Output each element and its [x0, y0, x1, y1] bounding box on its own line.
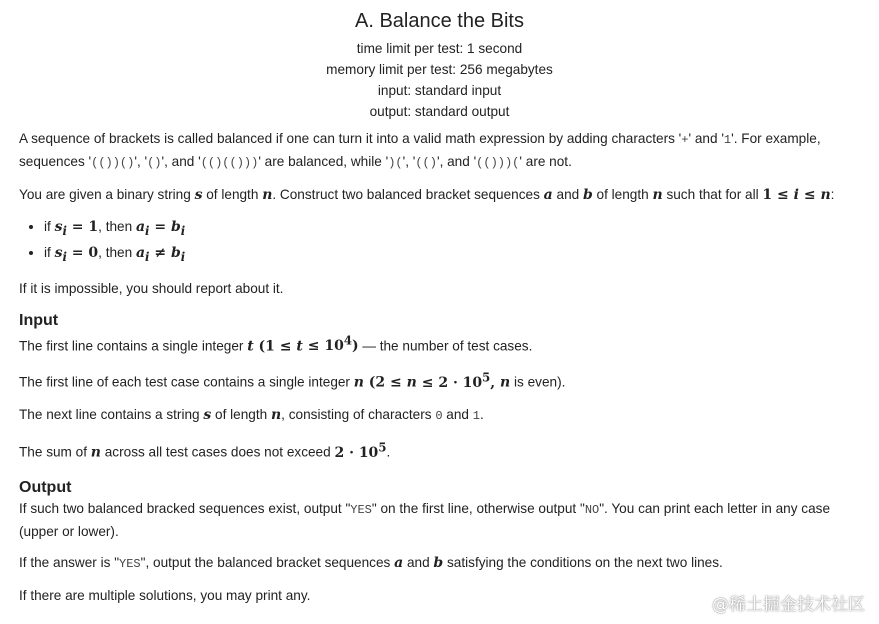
input-heading: Input — [19, 311, 59, 329]
output-heading: Output — [19, 478, 72, 496]
problem-statement — [0, 128, 879, 606]
statement-paragraph-3: If it is impossible, you should report about it. — [19, 280, 284, 296]
input-line-3: The next line contains a string s of length n, consisting of characters 0 and 1. — [19, 406, 484, 423]
condition-list — [19, 216, 860, 268]
output-line-1: If such two balanced bracked sequences exist, output "YES" on the first line, otherwise output "NO". You can print each letter in any case (upper or lower). — [19, 500, 830, 539]
output-line-2: If the answer is "YES", output the balanced bracket sequences a and b satisfying the conditions on the next two lines. — [19, 554, 723, 571]
input-spec: input: standard input — [377, 83, 502, 98]
output-line-3: If there are multiple solutions, you may print any. — [19, 587, 311, 603]
input-line-4: The sum of n across all test cases does not exceed $2 \cdot 10^5$. — [19, 439, 391, 461]
condition-equal: • if $s_i = 1$, then $a_i = b_i$ — [44, 216, 860, 242]
problem-header — [0, 9, 879, 122]
problem-limits — [0, 38, 879, 122]
condition-not-equal: • if $s_i = 0$, then $a_i \ne b_i$ — [44, 242, 860, 268]
problem-title: A. Balance the Bits — [355, 10, 524, 32]
output-spec: output: standard output — [369, 104, 510, 119]
input-line-2: The first line of each test case contains a single integer n ($2 \le n \le 2 \cdot 10^5$, n is even). — [19, 370, 566, 391]
input-line-1: The first line contains a single integer t $(1 \le t \le 10^4)$ — the number of test cases. — [19, 333, 533, 355]
memory-limit: memory limit per test: 256 megabytes — [326, 62, 553, 77]
watermark: @稀土掘金技术社区 — [712, 595, 865, 615]
statement-paragraph-1: A sequence of brackets is called balanced if one can turn it into a valid math expression by adding characters '+' and '1'. For example, sequences '(())()', '()', and '(()(()))' are balanced, while ')(', '(()', and '(()))(' are not. — [19, 131, 821, 170]
time-limit: time limit per test: 1 second — [356, 41, 523, 56]
statement-paragraph-2: You are given a binary string s of length n. Construct two balanced bracket sequences a and b of length n such that for all 1 ≤ i ≤ n: — [19, 187, 835, 203]
